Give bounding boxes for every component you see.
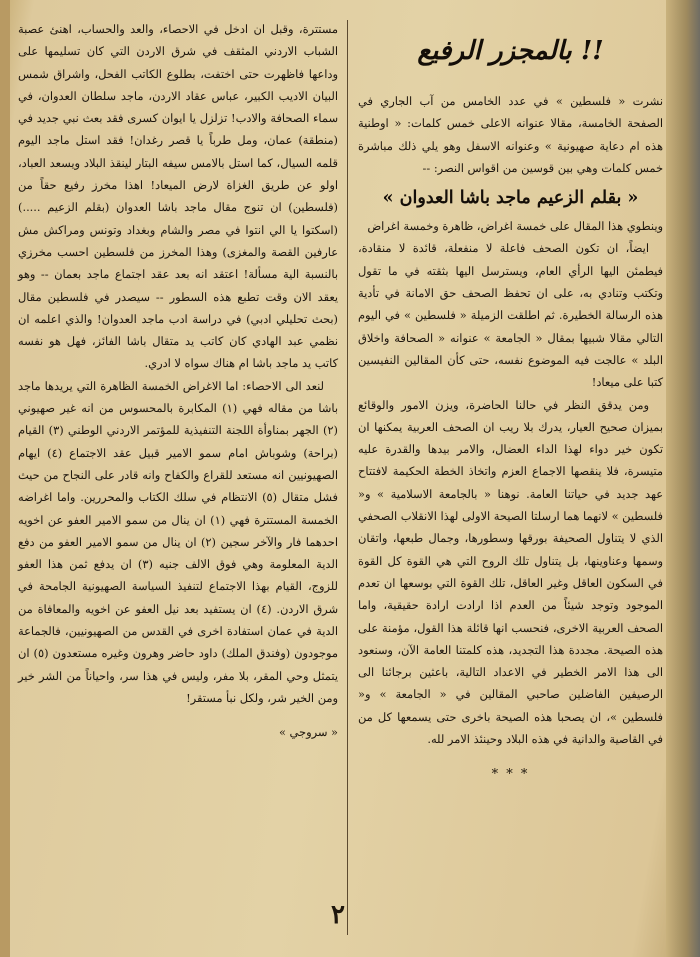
body-paragraph-2: ومن يدقق النظر في حالنا الحاضرة، ويزن الامور والوقائع بميزان صحيح العيار، يدرك بلا ريب ان الصحف العربية يمكنها ان تكون خير دواء لهذا الداء العضال، والامر بيدها والقدرة عليه متيسرة، فلا ينقصها الاجماع العزم واتخاذ الخطة الحكيمة لافتتاح عهد جديد في حياتنا العامة. نوهنا « بالجامعة الاسلامية » و« فلسطين » لانهما هما ارسلتا الصيحة الاولى لهذا الانقلاب الصحفي الذي لا يتناول الصحيفة بورقها وسطورها، وجمال طبعها، واتقان وسمها وعناوينها، بل يتناول تلك الروح التي هي القوة كل القوة في السكون العاقل وغير العاقل، تلك القوة التي بوسعها ان تعدم الموجود وتوجد شيئاً من العدم اذا ارادت ارادة حقيقية، واما الصحف العربية الاخرى، فنحسب انها قائلة هذا القول، مؤمنة على هذه الصيحة. مجددة هذا التجديد، هذه كلمتنا العامة الآن، وسنعود الى هذا الامر الخطير في الاعداد التالية، باعثين برجائنا الى الرصيفين الفاضلين صاحبي المقالين في « الجامعة » و« فلسطين »، ان يصحبا هذه الصيحة باخرى حتى يسمعها كل من في القاصية والدانية في هذه البلاد وحينئذ الامر لله. (358, 397, 663, 747)
page-right-edge (666, 0, 700, 957)
page-left-edge (0, 0, 10, 957)
intro-paragraph: نشرت « فلسطين » في عدد الخامس من آب الجاري في الصفحة الخامسة، مقالا عنوانه الاعلى خمس كلمات: « اوطنية هذه ام دعاية صهيونية » وعنوانه الاسفل وهو يلي ذلك مباشرة خمس كلمات وهي بين قوسين من اقواس النصر: -- (358, 94, 663, 175)
continued-paragraph-2: لنعد الى الاحصاء: اما الاغراض الخمسة الظاهرة التي يريدها ماجد باشا من مقاله فهي (١) المكابرة بالمحسوس من انه غير صهيوني (٢) الجهر بمناوأة اللجنة التنفيذية للمؤتمر الاردني الوطني (٣) القيام (براحة) وشوباش امام سمو الامير قبيل عقد الاجتماع (٤) ايهام الصهيونيين انه مستعد للقراع والكفاح وانه قادر على النجاح من حيث فشل متقال (٥) الانتظام في سلك الكتاب والمحررين. واما اغراضه الخمسة المستترة فهي (١) ان ينال من سمو الامير العفو عن اخويه احدهما فار والآخر سجين (٢) ان ينال من سمو الامير العفو من دفع الدية المعلومة وهي فوق الالف جنيه (٣) ان يدفع ثمن هذا العفو للزوج، القيام بهذا الاجتماع لتنفيذ السياسة الصهيونية الجامحة في شرق الاردن. (٤) ان يستفيد بعد نيل العفو عن اخويه والمعافاة من الدية في عمان استفادة اخرى في القدس من الصهيونيين، فالجماعة موجودون (وفندق الملك) داود حاضر وهرون وغيره مستعدون (٥) ان يتمثل وحي المقر، بلا مفر، وليس في هذا سر، واحياناً من الشر خير ومن الخير شر، ولكل نبأ مستقر! (18, 378, 339, 705)
author-signature: « سروجي » (278, 725, 338, 740)
continued-paragraph-1: مستترة، وقبل ان ادخل في الاحصاء، والعد والحساب، اهنئ عصبة الشباب الاردني المثقف في شرق الاردن التي كان تسليمها على وداعها فاظهرت حتى اختفت، بطلوع الكاتب الفحل، واشراق شمس البيان الاديب الكبير، عباس عقاد الاردن، ماجد سلطان العدوان، في سماء الصحافة والادب! تزلزل يا ايوان كسرى فقد بعث نبي جديد في (منطقة) عمان، ومل طرباً يا قصر رغدان! فقد استل ماجد اليوم قلمه السيال، كما استل بالامس سيفه البتار لينقذ البلاد ويسعد العباد، اولو عن طريق الغزاة لارض الميعاد! اهذا مخرز رفيع حقاً من (فلسطين) ان تنوج مقال ماجد باشا العدوان (بقلم الزعيم .....) (اسكتوا يا الي انتوا في مصر والشام وبغداد وتونس ومراكش مش عارفين القصة والمغزى) وهذا المخرز من فلسطين احسب مخرزي بالنسبة الية مسألة! اعتقد انه بعد عقد اجتماع ماجد بعمان -- وهو يعقد الان وقت تطبع هذه السطور -- سيصدر في فلسطين مقال (بحث تحليلي ادبي) في دراسة ادب ماجد العدوان! والذي اعلمه ان نظمي عبد الهادي كان كاتب يد متقال باشا الفائز، فهل هو نفسه كاتب يد ماجد باشا ام هناك سواه لا ادري. (18, 22, 338, 371)
left-column (18, 18, 338, 744)
quoted-headline: « بقلم الزعيم ماجد باشا العدوان » (382, 188, 639, 209)
right-column (358, 18, 663, 787)
section-end-stars: * * * (491, 767, 530, 783)
article-title: !! بالمجزر الرفيع (417, 36, 604, 66)
headline-subtitle: وينطوي هذا المقال على خمسة اغراض، ظاهرة وخمسة اغراض (367, 219, 663, 234)
page-number: ٢ (331, 900, 345, 930)
column-divider (347, 20, 348, 935)
body-paragraph-1: ايضاً، ان تكون الصحف فاعلة لا منفعلة، قائدة لا منقادة، فيطمئن اليها الرأي العام، ويسترسل اليها بثقته في ما تقول وتكتب وتنادي به، على ان تحفظ الصحف حق الامانة في تأدية هذه الرسالة الخطيرة. ثم اطلقت الزميلة « فلسطين » في اليوم التالي مقالا شبيها بمقال « الجامعة » عنوانه « الصحافة واخلاق البلد » عالجت فيه الموضوع نفسه، حتى كأن المقالين النفيسين كتبا على ميعاد! (358, 241, 663, 390)
